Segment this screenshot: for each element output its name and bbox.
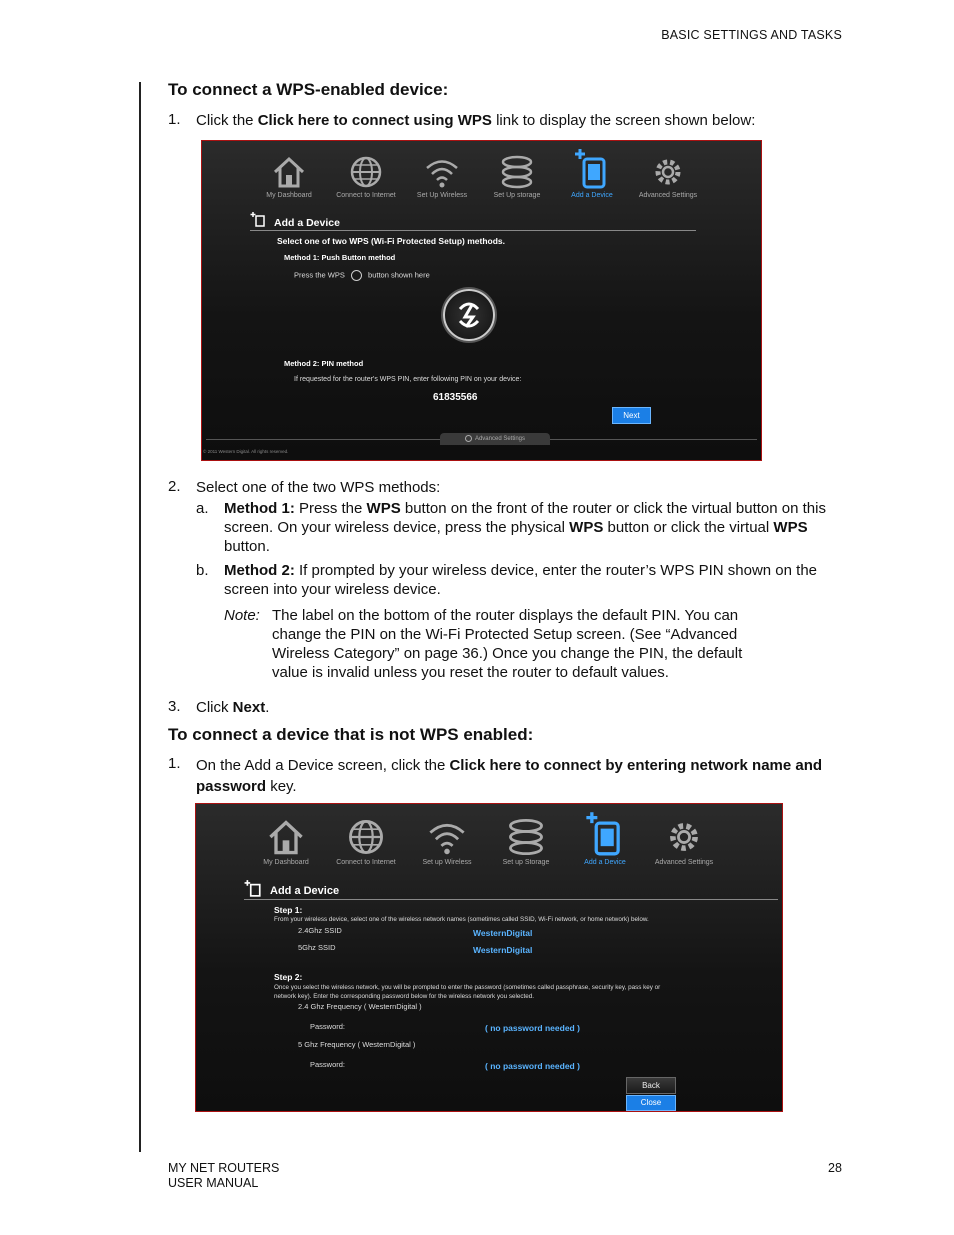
network-password-screenshot bbox=[195, 803, 783, 1112]
step-number: 1. bbox=[168, 111, 181, 128]
gear-tab-icon bbox=[465, 435, 472, 442]
press-text: Press the WPS button shown here bbox=[294, 270, 430, 280]
shot-title: Add a Device bbox=[270, 885, 340, 897]
wps-step3: Click Next. bbox=[196, 699, 270, 716]
home-icon bbox=[271, 155, 307, 189]
shot-title: Add a Device bbox=[274, 217, 340, 229]
sub-letter-a: a. bbox=[196, 500, 209, 517]
nav-internet: Connect to Internet bbox=[331, 818, 401, 866]
footer-line-2: USER MANUAL bbox=[168, 1176, 259, 1190]
method1-paragraph: Method 1: Press the WPS button on the front of the router or click the virtual button on this screen. On your wireless device, press the physical WPS button or click the virtual WPS button. bbox=[224, 500, 826, 555]
copyright: © 2011 Western Digital. All rights reserved. bbox=[203, 449, 289, 454]
nav-internet: Connect to Internet bbox=[331, 155, 401, 199]
nav-add-device: Add a Device bbox=[570, 810, 640, 866]
shot-subtitle: Select one of two WPS (Wi-Fi Protected Setup) methods. bbox=[277, 236, 506, 246]
wps-virtual-button[interactable] bbox=[443, 289, 495, 341]
password-value-24: ( no password needed ) bbox=[485, 1023, 580, 1033]
wps-screenshot bbox=[201, 140, 762, 461]
step1-text: From your wireless device, select one of the wireless network names (sometimes called SSID, Wi-Fi network, or home network) below. bbox=[274, 916, 649, 923]
ssid24-label: 2.4Ghz SSID bbox=[298, 926, 342, 935]
nav-add-device: Add a Device bbox=[557, 147, 627, 199]
freq24-label: 2.4 Ghz Frequency ( WesternDigital ) bbox=[298, 1002, 422, 1011]
globe-icon bbox=[348, 155, 384, 189]
wps-icon bbox=[445, 291, 493, 339]
home-icon bbox=[266, 818, 306, 856]
step1-label: Step 1: bbox=[274, 905, 303, 915]
wps-small-icon bbox=[351, 270, 362, 281]
footer-line-1: MY NET ROUTERS bbox=[168, 1161, 280, 1175]
step-number: 1. bbox=[168, 755, 181, 772]
method2-paragraph: Method 2: If prompted by your wireless device, enter the router’s WPS PIN shown on the screen into your wireless device. bbox=[224, 562, 818, 598]
nav-wireless: Set Up Wireless bbox=[407, 155, 477, 199]
password-label-5: Password: bbox=[310, 1060, 346, 1069]
nonwps-step1: On the Add a Device screen, click the Click here to connect by entering network name and password key. bbox=[196, 757, 823, 795]
footer-title bbox=[168, 1161, 279, 1191]
ssid24-value: WesternDigital bbox=[473, 928, 533, 938]
title-divider bbox=[244, 899, 778, 900]
nav-advanced: Advanced Settings bbox=[633, 155, 703, 199]
add-device-icon bbox=[583, 810, 627, 856]
step2-label: Step 2: bbox=[274, 972, 303, 982]
title-divider bbox=[250, 230, 696, 231]
next-button[interactable]: Next bbox=[612, 407, 651, 424]
step-number: 2. bbox=[168, 478, 181, 495]
nav-dashboard: My Dashboard bbox=[254, 155, 324, 199]
step-number: 3. bbox=[168, 698, 181, 715]
gear-icon bbox=[664, 818, 704, 856]
nav-storage: Set Up storage bbox=[482, 155, 552, 199]
wifi-icon bbox=[424, 155, 460, 189]
advanced-settings-tab[interactable]: Advanced Settings bbox=[440, 433, 550, 445]
margin-rule bbox=[139, 82, 141, 1152]
freq5-label: 5 Ghz Frequency ( WesternDigital ) bbox=[298, 1040, 416, 1049]
step2-text-2: network key). Enter the corresponding password below for the wireless network you selected. bbox=[274, 993, 535, 1000]
nav-advanced: Advanced Settings bbox=[649, 818, 719, 866]
close-button[interactable]: Close bbox=[626, 1095, 676, 1111]
heading-nonwps: To connect a device that is not WPS enabled: bbox=[168, 725, 534, 744]
add-device-small-icon bbox=[244, 879, 262, 897]
sub-letter-b: b. bbox=[196, 562, 209, 579]
heading-wps: To connect a WPS-enabled device: bbox=[168, 80, 449, 99]
step2-text-1: Once you select the wireless network, you will be prompted to enter the password (sometimes called passphrase, security key, pass key or bbox=[274, 984, 661, 991]
running-header: BASIC SETTINGS AND TASKS bbox=[661, 28, 842, 42]
storage-icon bbox=[499, 155, 535, 189]
password-label-24: Password: bbox=[310, 1022, 346, 1031]
note-label: Note: bbox=[224, 607, 260, 624]
nav-dashboard: My Dashboard bbox=[251, 818, 321, 866]
wifi-icon bbox=[427, 818, 467, 856]
wps-step2: Select one of the two WPS methods: bbox=[196, 479, 441, 496]
nav-storage: Set up Storage bbox=[491, 818, 561, 866]
storage-icon bbox=[506, 818, 546, 856]
globe-icon bbox=[346, 818, 386, 856]
gear-icon bbox=[650, 155, 686, 189]
ssid5-label: 5Ghz SSID bbox=[298, 943, 336, 952]
wps-step1: Click the Click here to connect using WPS link to display the screen shown below: bbox=[196, 112, 756, 129]
wps-pin: 61835566 bbox=[433, 392, 478, 403]
method2-label: Method 2: PIN method bbox=[284, 359, 364, 368]
page-number: 28 bbox=[828, 1161, 842, 1175]
pin-instruction: If requested for the router's WPS PIN, enter following PIN on your device: bbox=[294, 376, 522, 383]
nav-wireless: Set up Wireless bbox=[412, 818, 482, 866]
password-value-5: ( no password needed ) bbox=[485, 1061, 580, 1071]
note-text: The label on the bottom of the router displays the default PIN. You can change the PIN on the Wi-Fi Protected Setup screen. (See “Advanced Wireless Category” on page 36.) Once you change the PIN, the default value is invalid unless you reset the router to default values. bbox=[272, 607, 743, 681]
ssid5-value: WesternDigital bbox=[473, 945, 533, 955]
add-device-small-icon bbox=[250, 211, 266, 227]
back-button[interactable]: Back bbox=[626, 1077, 676, 1094]
method1-label: Method 1: Push Button method bbox=[284, 253, 396, 262]
add-device-icon bbox=[572, 147, 612, 189]
